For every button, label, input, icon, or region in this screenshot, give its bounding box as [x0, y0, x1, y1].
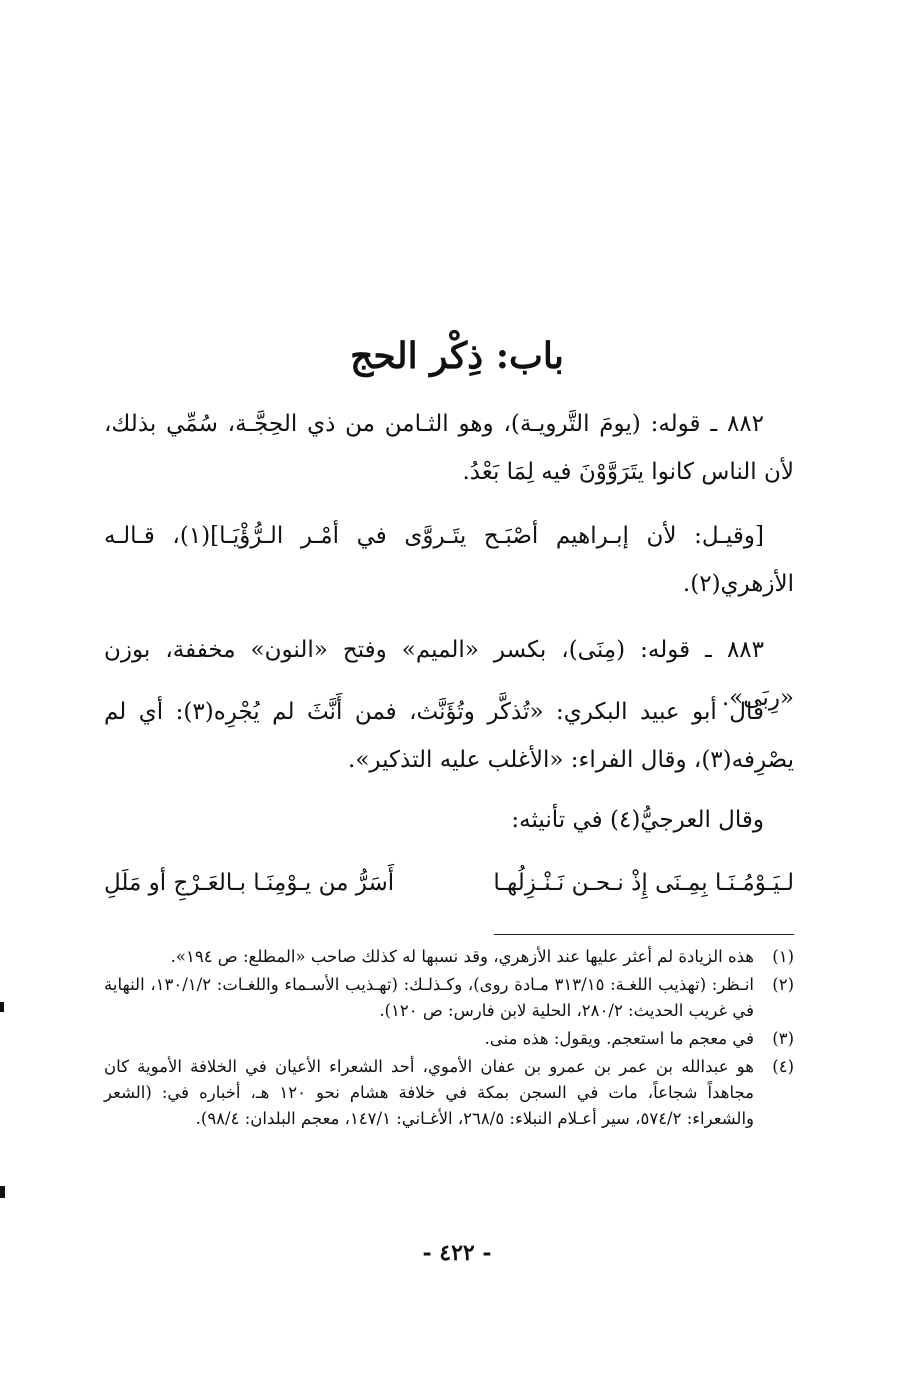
- page-number: - ٤٢٢ -: [422, 1240, 492, 1266]
- paragraph-883: ٨٨٣ ـ قوله: (مِنَى)، بكسر «الميم» وفتح «النون» مخففة، بوزن «رِبَى».: [104, 637, 794, 711]
- footnote-item: [104, 944, 794, 970]
- footnote-text: هو عبدالله بن عمر بن عمرو بن عفان الأموي، أحد الشعراء الأعيان في الخلافة الأموية كان مجاهداً شجاعاً، مات في السجن بمكة في خلافة هشام نحو ١٢٠ هـ، أخباره في: (الشعر والشعراء: ٥٧٤/٢، سير أعـلام النبلاء: ٢٦٨/٥، الأغـاني: ١٤٧/١، معجم البلدان: ٩٨/٤).: [104, 1057, 754, 1128]
- paragraph-arji-intro: وقال العرجيُّ(٤) في تأنيثه:: [511, 807, 764, 833]
- footnote-item: [104, 972, 794, 1024]
- paragraph-882: ٨٨٢ ـ قوله: (يومَ التَّرويـة)، وهو الثـامن من ذي الحِجَّـة، سُمِّي بذلك، لأن الناس كانوا يتَرَوَّوْنَ فيه لِمَا بَعْدُ.: [104, 411, 794, 485]
- footnote-number: (٣): [772, 1029, 794, 1048]
- scan-edge-mark: [0, 1002, 4, 1012]
- footnote-text: هذه الزيادة لم أعثر عليها عند الأزهري، وقد نسبها له كذلك صاحب «المطلع: ص ١٩٤».: [170, 947, 754, 966]
- paragraph-bakri-quote: قال أبو عبيد البكري: «تُذكَّر وتُؤَنَّث، فمن أَنَّثَ لم يُجْرِه(٣): أي لم يصْرِفه(٣)، وقال الفراء: «الأغلب عليه التذكير».: [104, 699, 794, 773]
- scan-edge-mark: [0, 1186, 5, 1198]
- footnotes-list: [104, 944, 794, 1134]
- paragraph-azhari-quote: [وقيـل: لأن إبـراهيم أصْبَـح يتَـروَّى في أمْـر الـرُّؤْيَـا](١)، قـالـه الأزهري(٢).: [104, 523, 794, 597]
- chapter-title: باب: ذِكْر الحج: [350, 335, 564, 377]
- footnote-number: (١): [772, 947, 794, 966]
- footnote-divider: [494, 934, 794, 935]
- verse-first-hemistich: لـيَـوْمُـنَـا بِمِـنَى إِذْ نـحـن نَـنْـزِلُهـا: [493, 870, 794, 896]
- footnote-text: انـظر: (تهذيب اللغـة: ٣١٣/١٥ مـادة روى)، وكـذلـك: (تهـذيب الأسـماء واللغـات: ١٣٠/١/٢، النهاية في غريب الحديث: ٢٨٠/٢، الحلية لابن فارس: ص ١٢٠).: [104, 975, 755, 1020]
- footnote-text: في معجم ما استعجم. ويقول: هذه منى.: [484, 1029, 754, 1048]
- footnote-item: [104, 1054, 794, 1132]
- footnote-item: [104, 1026, 794, 1052]
- footnote-number: (٢): [772, 975, 794, 994]
- footnote-number: (٤): [772, 1057, 794, 1076]
- poetry-verse: [104, 858, 794, 908]
- verse-second-hemistich: أَسَرُّ من يـوْمِنَـا بـالعَـرْجِ أو مَلَلِ: [104, 870, 395, 896]
